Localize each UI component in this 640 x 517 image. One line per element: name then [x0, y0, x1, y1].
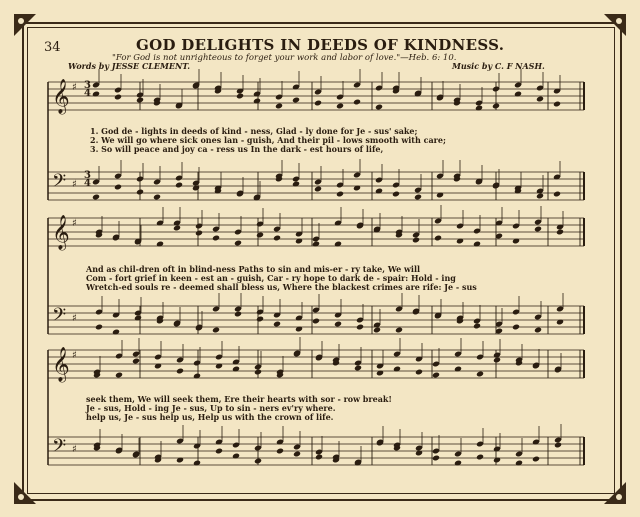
time-signature: 3 — [84, 170, 91, 181]
note-head — [234, 240, 242, 247]
note-head — [334, 321, 342, 328]
note-head — [534, 327, 542, 334]
note-head — [336, 191, 344, 198]
page-number: 34 — [44, 40, 61, 55]
bass-clef: 𝄢 — [52, 436, 67, 461]
note-head — [476, 371, 484, 378]
note-head — [153, 194, 161, 201]
note-head — [175, 182, 183, 189]
lyric-line-2-3: Wretch-ed souls re - deemed shall bless us, Where the blackest crimes are rife: Je - sus — [86, 282, 477, 292]
note-head — [212, 327, 220, 334]
note-head — [336, 103, 344, 110]
note-head — [293, 451, 301, 458]
time-signature: 4 — [84, 178, 91, 189]
note-head — [556, 229, 564, 236]
note-head — [314, 100, 322, 107]
note-head — [476, 454, 484, 461]
note-head — [215, 448, 223, 455]
note-head — [114, 184, 122, 191]
words-credit: Words by JESSE CLEMENT. — [68, 61, 190, 71]
note-head — [292, 97, 300, 104]
note-head — [375, 104, 383, 111]
note-head — [314, 186, 322, 193]
note-head — [212, 235, 220, 242]
note-head — [532, 456, 540, 463]
treble-clef: 𝄞 — [52, 347, 70, 382]
note-head — [173, 225, 181, 232]
note-head — [176, 368, 184, 375]
lyric-line-1-2: 2. We will go where sick ones lan - guish, And their pil - lows smooth with care; — [90, 135, 446, 145]
note-head — [492, 103, 500, 110]
key-signature-sharp: ♯ — [72, 179, 77, 190]
note-head — [432, 455, 440, 462]
note-head — [92, 194, 100, 201]
key-signature-sharp: ♯ — [72, 350, 77, 361]
note-head — [276, 448, 284, 455]
note-head — [95, 324, 103, 331]
lyric-line-1-1: 1. God de - lights in deeds of kind - ness, Glad - ly done for Je - sus' sake; — [90, 126, 418, 136]
note-head — [395, 327, 403, 334]
note-head — [312, 318, 320, 325]
lyric-line-3-3: help us, Je - sus help us, Help us with the crown of life. — [86, 412, 334, 422]
note-head — [536, 96, 544, 103]
key-signature-sharp: ♯ — [72, 82, 77, 93]
note-head — [115, 372, 123, 379]
note-head — [512, 324, 520, 331]
key-signature-sharp: ♯ — [72, 444, 77, 455]
note-head — [536, 193, 544, 200]
bass-clef: 𝄢 — [52, 171, 67, 196]
note-head — [275, 103, 283, 110]
key-signature-sharp: ♯ — [72, 313, 77, 324]
note-head — [415, 369, 423, 376]
note-head — [256, 316, 264, 323]
scripture-verse: "For God is not unrighteous to forget your work and labor of love."—Heb. 6: 10. — [112, 53, 457, 63]
time-signature: 3 — [84, 80, 91, 91]
note-head — [136, 189, 144, 196]
note-head — [273, 235, 281, 242]
note-head — [195, 230, 203, 237]
note-head — [132, 358, 140, 365]
note-head — [234, 311, 242, 318]
key-signature-sharp: ♯ — [72, 218, 77, 229]
note-head — [315, 454, 323, 461]
note-head — [392, 191, 400, 198]
treble-clef: 𝄞 — [52, 215, 70, 250]
time-signature: 4 — [84, 88, 91, 99]
note-head — [412, 237, 420, 244]
note-head — [373, 327, 381, 334]
lyric-line-3-2: Je - sus, Hold - ing Je - sus, Up to sin - ners ev'ry where. — [86, 403, 336, 413]
note-head — [434, 235, 442, 242]
note-head — [273, 321, 281, 328]
note-head — [136, 97, 144, 104]
note-head — [254, 458, 262, 465]
lyric-line-2-1: And as chil-dren oft in blind-ness Paths to sin and mis-er - ry take, We will — [86, 264, 421, 274]
note-head — [114, 94, 122, 101]
note-head — [534, 226, 542, 233]
lyric-line-3-1: seek them, We will seek them, Ere their hearts with sor - row break! — [86, 394, 392, 404]
note-head — [353, 99, 361, 106]
note-head — [493, 357, 501, 364]
treble-clef: 𝄞 — [52, 79, 70, 114]
note-head — [473, 323, 481, 330]
note-head — [254, 369, 262, 376]
bass-clef: 𝄢 — [52, 305, 67, 330]
note-head — [554, 442, 562, 449]
note-head — [356, 324, 364, 331]
note-head — [553, 101, 561, 108]
music-credit: Music by C. F NASH. — [452, 61, 545, 71]
note-head — [236, 93, 244, 100]
hymn-title: GOD DELIGHTS IN DEEDS OF KINDNESS. — [136, 36, 505, 54]
note-head — [432, 372, 440, 379]
note-head — [414, 194, 422, 201]
lyric-line-2-2: Com - fort grief in keen - est an - guish, Car - ry hope to dark de - spair: Hold - ing — [86, 273, 456, 283]
lyric-line-1-3: 3. So will peace and joy ca - ress us In the dark - est hours of life, — [90, 144, 384, 154]
note-head — [256, 232, 264, 239]
note-head — [553, 191, 561, 198]
note-head — [354, 365, 362, 372]
